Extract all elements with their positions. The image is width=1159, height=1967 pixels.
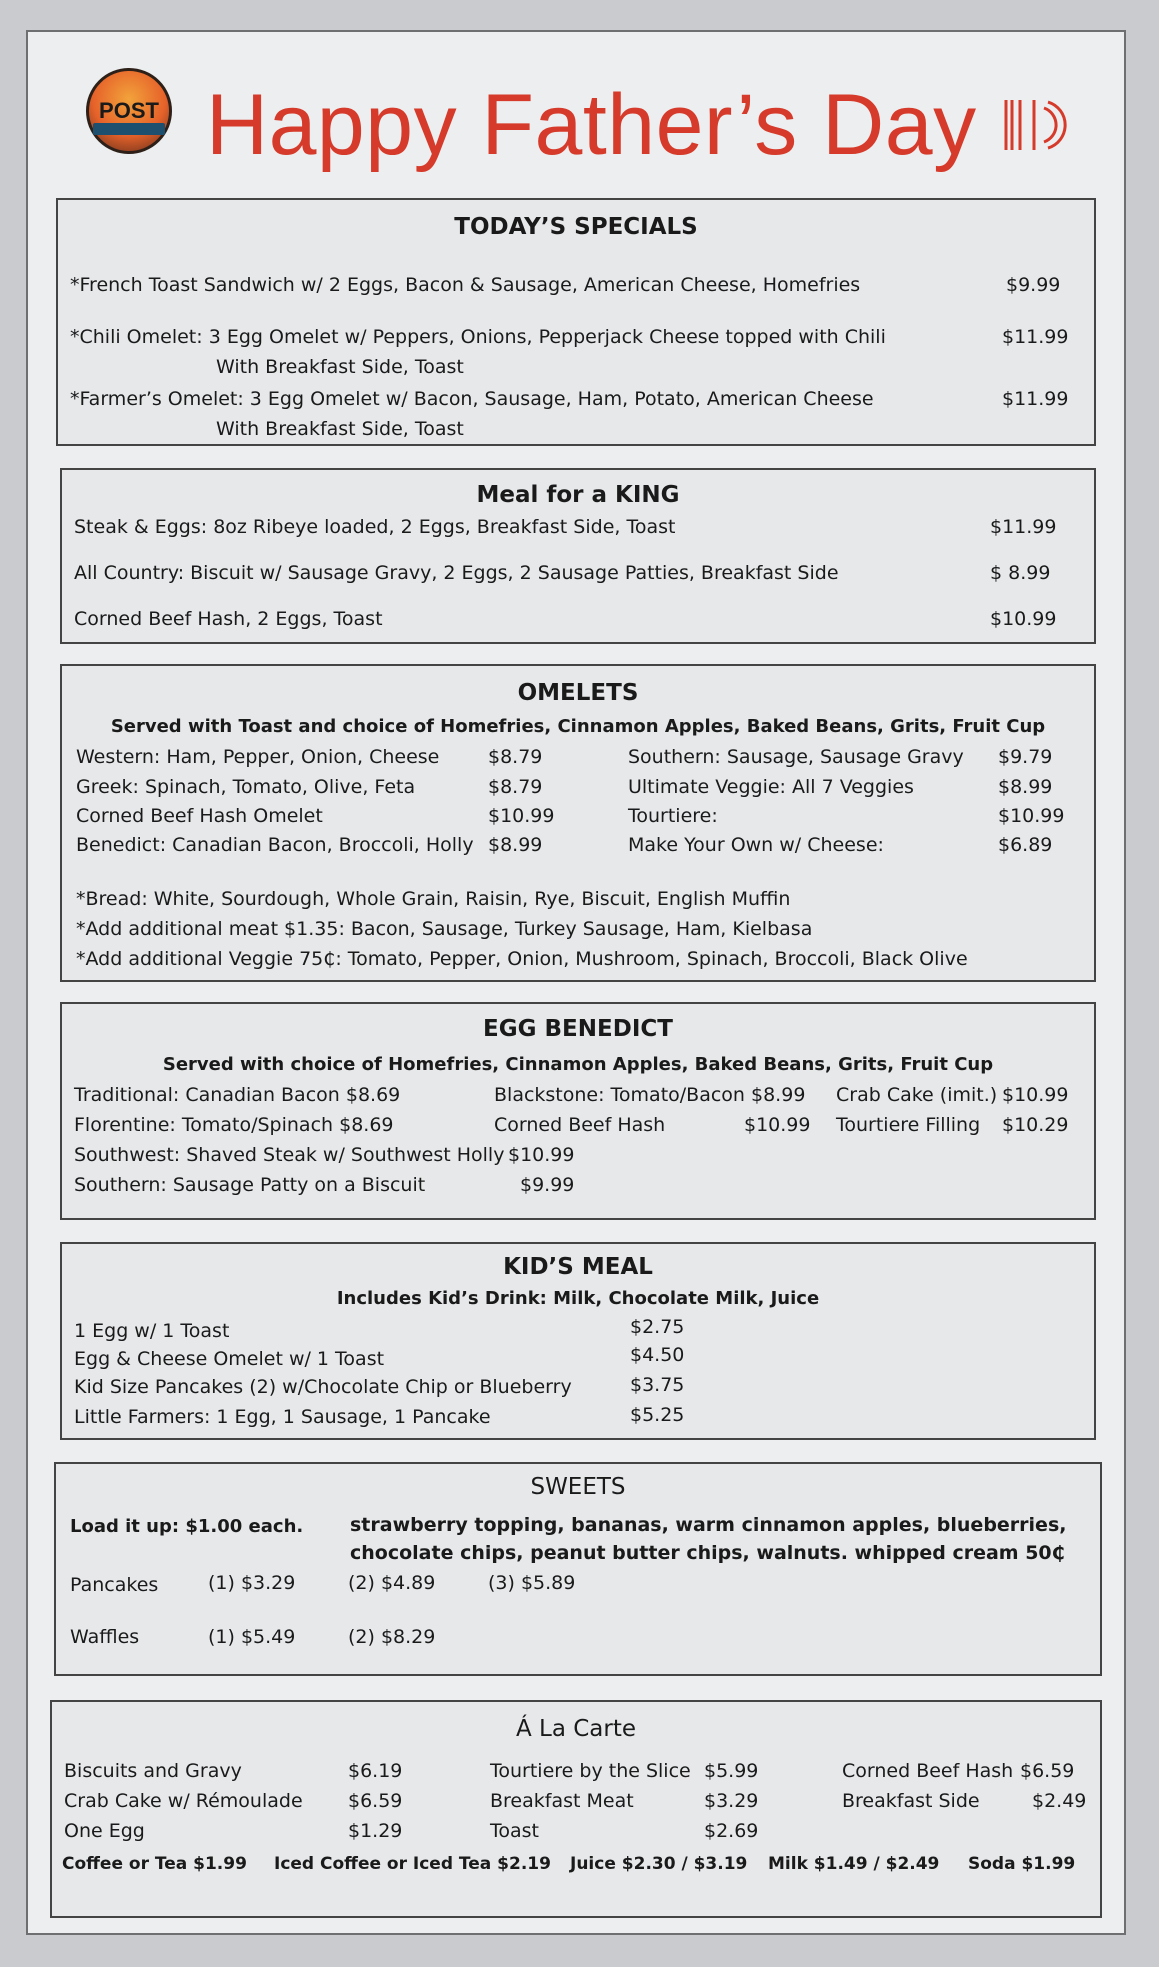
omelet-item-price: $8.79 [488, 776, 543, 798]
benedict-item-price: $10.99 [508, 1144, 575, 1166]
menu-page [26, 30, 1126, 1935]
kids-section [60, 1242, 1096, 1440]
alacarte-item-price: $6.59 [1020, 1760, 1075, 1782]
omelet-item-price: $9.79 [998, 746, 1053, 768]
special-item-name: *Chili Omelet: 3 Egg Omelet w/ Peppers, Onions, Pepperjack Cheese topped with Chili [70, 326, 886, 348]
omelet-item-price: $8.99 [998, 776, 1053, 798]
omelet-item-name: Southern: Sausage, Sausage Gravy [628, 746, 964, 768]
omelet-item-price: $10.99 [488, 805, 555, 827]
benedict-item-name: Southwest: Shaved Steak w/ Southwest Holly [74, 1144, 505, 1166]
king-title: Meal for a KING [476, 482, 680, 508]
alacarte-item-name: Breakfast Meat [490, 1790, 634, 1812]
omelet-item-name: Greek: Spinach, Tomato, Olive, Feta [76, 776, 416, 798]
alacarte-item-name: Crab Cake w/ Rémoulade [64, 1790, 303, 1812]
benedict-item-name: Corned Beef Hash [494, 1114, 666, 1136]
sweets-price: (2) $8.29 [348, 1626, 436, 1648]
specials-section [56, 198, 1096, 446]
alacarte-item-price: $1.29 [348, 1820, 403, 1842]
king-item-name: All Country: Biscuit w/ Sausage Gravy, 2 Eggs, 2 Sausage Patties, Breakfast Side [74, 562, 839, 584]
king-item-name: Steak & Eggs: 8oz Ribeye loaded, 2 Eggs, Breakfast Side, Toast [74, 516, 676, 538]
benedict-item: Blackstone: Tomato/Bacon $8.99 [494, 1084, 806, 1106]
omelet-item-name: Benedict: Canadian Bacon, Broccoli, Holly [76, 834, 474, 856]
alacarte-item-name: Tourtiere by the Slice [490, 1760, 691, 1782]
benedict-item-name: Southern: Sausage Patty on a Biscuit [74, 1174, 426, 1196]
king-item-name: Corned Beef Hash, 2 Eggs, Toast [74, 608, 383, 630]
kids-subtitle: Includes Kid’s Drink: Milk, Chocolate Milk, Juice [336, 1288, 820, 1309]
omelet-item-price: $8.79 [488, 746, 543, 768]
sweets-price: (3) $5.89 [488, 1572, 576, 1594]
omelets-section [60, 664, 1096, 982]
alacarte-item-price: $3.29 [704, 1790, 759, 1812]
kids-item-name: Little Farmers: 1 Egg, 1 Sausage, 1 Pancake [74, 1406, 491, 1428]
special-item-detail: With Breakfast Side, Toast [216, 418, 464, 440]
special-item-price: $11.99 [1002, 326, 1069, 348]
kids-item-name: Kid Size Pancakes (2) w/Chocolate Chip or Blueberry [74, 1376, 572, 1398]
kids-item-name: 1 Egg w/ 1 Toast [74, 1320, 230, 1342]
alacarte-item-name: Toast [490, 1820, 539, 1842]
specials-title: TODAY’S SPECIALS [454, 214, 698, 240]
alacarte-item-price: $2.69 [704, 1820, 759, 1842]
benedict-subtitle: Served with choice of Homefries, Cinnamon Apples, Baked Beans, Grits, Fruit Cup [162, 1054, 994, 1075]
benedict-item: Florentine: Tomato/Spinach $8.69 [74, 1114, 394, 1136]
alacarte-item-price: $6.59 [348, 1790, 403, 1812]
kids-item-price: $5.25 [630, 1404, 685, 1426]
logo-text: POST [99, 98, 159, 123]
king-item-price: $11.99 [990, 516, 1057, 538]
drink-price: Coffee or Tea $1.99 [62, 1854, 247, 1874]
sweets-title: SWEETS [530, 1474, 626, 1500]
sweets-toppings: strawberry topping, bananas, warm cinnamon apples, blueberries, [350, 1514, 1067, 1536]
alacarte-item-name: Biscuits and Gravy [64, 1760, 242, 1782]
benedict-item-name: Crab Cake (imit.) [836, 1084, 998, 1106]
post-restaurant-logo [86, 68, 172, 154]
special-item-price: $9.99 [1006, 274, 1061, 296]
alacarte-item-name: Corned Beef Hash [842, 1760, 1014, 1782]
benedict-item-price: $10.99 [744, 1114, 811, 1136]
alacarte-item-name: One Egg [64, 1820, 145, 1842]
omelets-subtitle: Served with Toast and choice of Homefries, Cinnamon Apples, Baked Beans, Grits, Fruit Cup [110, 716, 1046, 737]
benedict-item: Traditional: Canadian Bacon $8.69 [74, 1084, 401, 1106]
drink-price: Juice $2.30 / $3.19 [570, 1854, 748, 1874]
benedict-item-price: $9.99 [520, 1174, 575, 1196]
drink-price: Soda $1.99 [968, 1854, 1076, 1874]
omelet-item-name: Western: Ham, Pepper, Onion, Cheese [76, 746, 440, 768]
kids-item-name: Egg & Cheese Omelet w/ 1 Toast [74, 1348, 385, 1370]
drink-price: Milk $1.49 / $2.49 [768, 1854, 940, 1874]
omelet-item-price: $6.89 [998, 834, 1053, 856]
benedict-item-price: $10.29 [1002, 1114, 1069, 1136]
sweets-section [54, 1462, 1102, 1676]
king-item-price: $ 8.99 [990, 562, 1051, 584]
drink-price: Iced Coffee or Iced Tea $2.19 [274, 1854, 551, 1874]
alacarte-item-price: $6.19 [348, 1760, 403, 1782]
king-item-price: $10.99 [990, 608, 1057, 630]
kids-item-price: $3.75 [630, 1374, 685, 1396]
omelet-item-name: Ultimate Veggie: All 7 Veggies [628, 776, 914, 798]
omelet-note: *Add additional Veggie 75₵: Tomato, Pepper, Onion, Mushroom, Spinach, Broccoli, Black Olive [76, 948, 968, 970]
omelet-item-price: $10.99 [998, 805, 1065, 827]
omelet-note: *Bread: White, Sourdough, Whole Grain, Raisin, Rye, Biscuit, English Muffin [76, 888, 791, 910]
sweets-price: (2) $4.89 [348, 1572, 436, 1594]
logo-band [93, 123, 165, 135]
alacarte-section [50, 1700, 1102, 1918]
benedict-title: EGG BENEDICT [483, 1016, 673, 1042]
omelet-item-name: Tourtiere: [628, 805, 718, 827]
benedict-section [60, 1002, 1096, 1220]
alacarte-item-price: $2.49 [1032, 1790, 1087, 1812]
sweets-load-label: Load it up: $1.00 each. [70, 1516, 304, 1537]
omelet-item-name: Corned Beef Hash Omelet [76, 805, 323, 827]
alacarte-item-name: Breakfast Side [842, 1790, 980, 1812]
omelet-item-name: Make Your Own w/ Cheese: [628, 834, 884, 856]
benedict-item-price: $10.99 [1002, 1084, 1069, 1106]
sweets-toppings: chocolate chips, peanut butter chips, walnuts. whipped cream 50₵ [350, 1542, 1065, 1564]
alacarte-title: Á La Carte [515, 1716, 637, 1742]
omelet-note: *Add additional meat $1.35: Bacon, Sausage, Turkey Sausage, Ham, Kielbasa [76, 918, 813, 940]
sweets-price: (1) $3.29 [208, 1572, 296, 1594]
special-item-name: *Farmer’s Omelet: 3 Egg Omelet w/ Bacon, Sausage, Ham, Potato, American Cheese [70, 388, 874, 410]
kids-title: KID’S MEAL [503, 1254, 653, 1280]
special-item-detail: With Breakfast Side, Toast [216, 356, 464, 378]
kids-item-price: $4.50 [630, 1344, 685, 1366]
omelet-item-price: $8.99 [488, 834, 543, 856]
sweets-price: (1) $5.49 [208, 1626, 296, 1648]
kids-item-price: $2.75 [630, 1316, 685, 1338]
sweets-label: Pancakes [70, 1574, 159, 1596]
benedict-item-name: Tourtiere Filling [836, 1114, 981, 1136]
king-section [60, 468, 1096, 644]
alacarte-item-price: $5.99 [704, 1760, 759, 1782]
omelets-title: OMELETS [517, 680, 639, 706]
special-item-name: *French Toast Sandwich w/ 2 Eggs, Bacon & Sausage, American Cheese, Homefries [70, 274, 861, 296]
page-title: Happy Father’s Day [206, 77, 977, 173]
sweets-label: Waffles [70, 1626, 140, 1648]
fork-knife-plate-icon [1000, 96, 1080, 154]
special-item-price: $11.99 [1002, 388, 1069, 410]
